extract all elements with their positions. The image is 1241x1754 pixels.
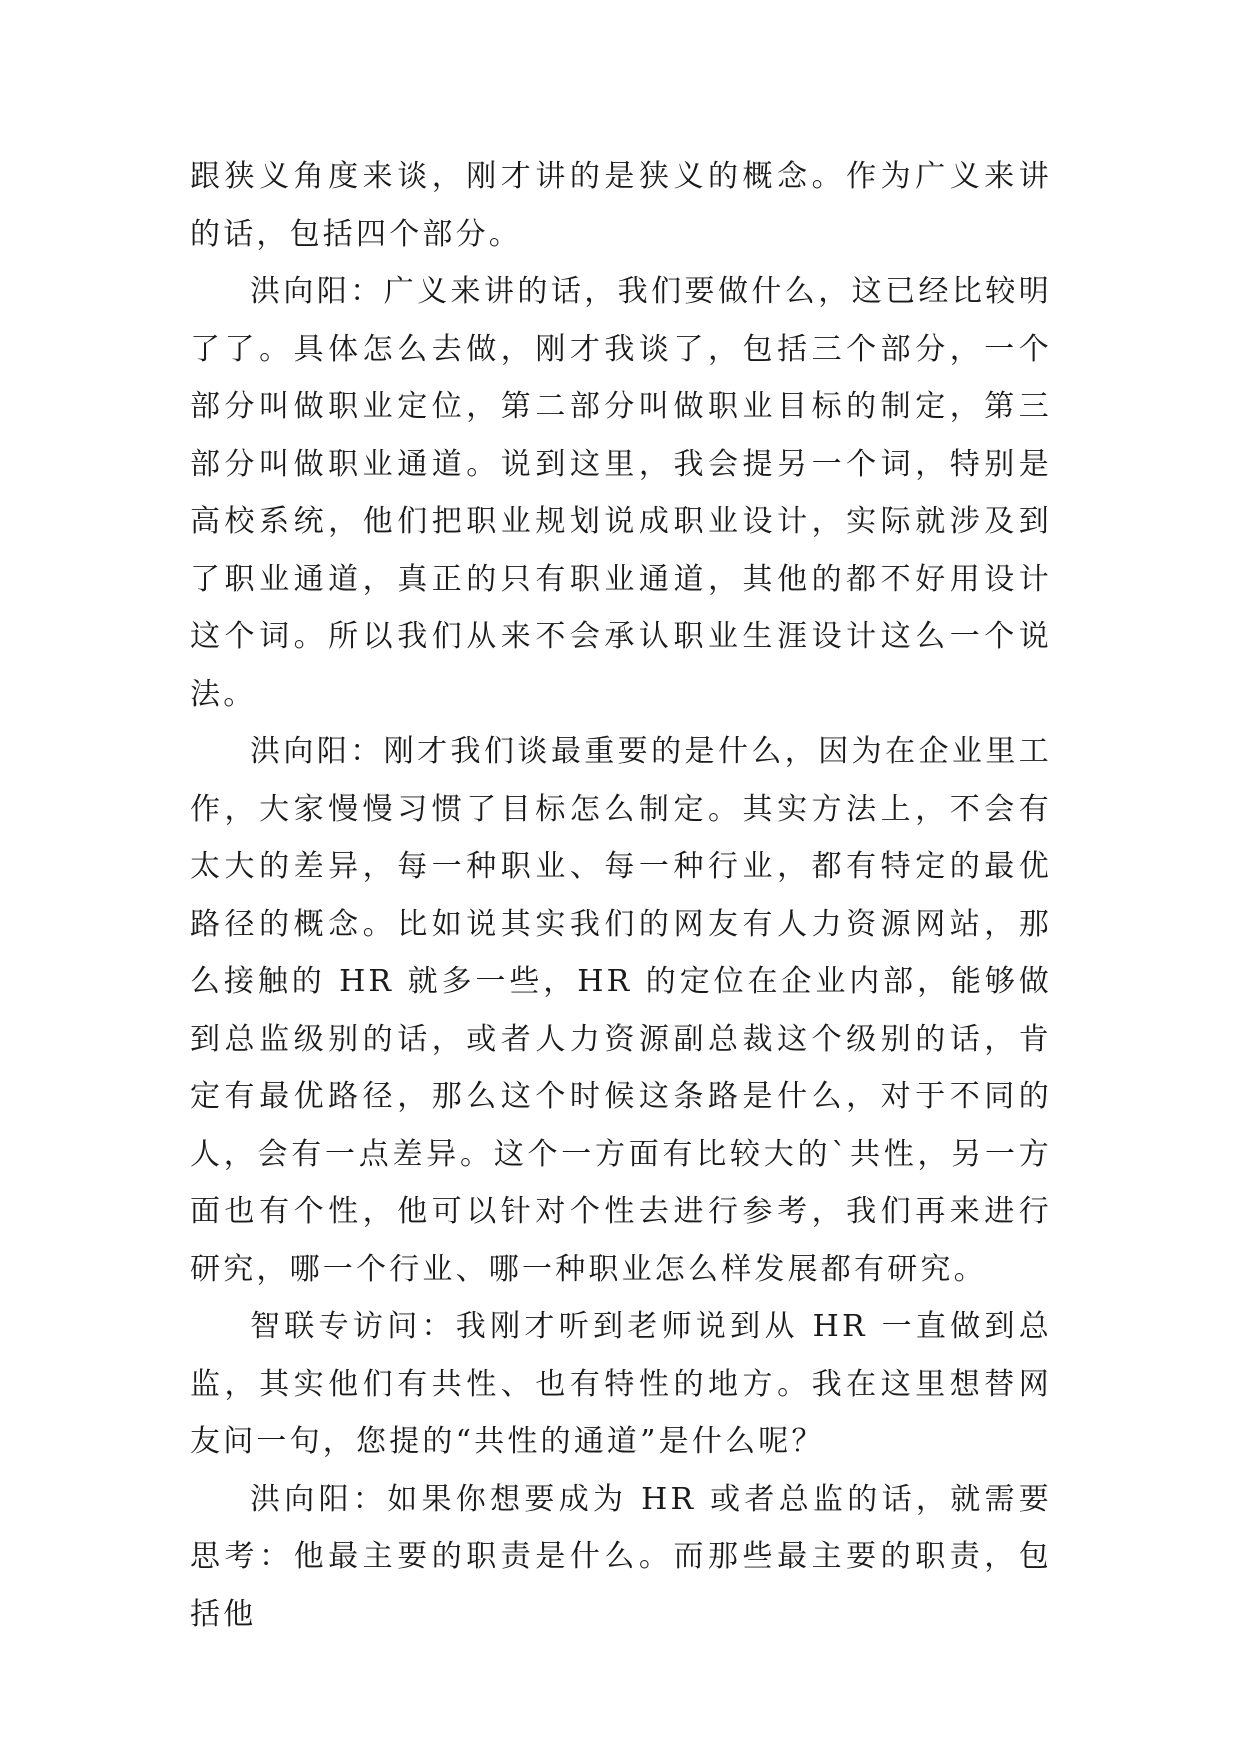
paragraph-continuation: 跟狭义角度来谈，刚才讲的是狭义的概念。作为广义来讲的话，包括四个部分。 [190, 159, 1052, 252]
paragraph-zhaopin-interviewer: 智联专访问：我刚才听到老师说到从 HR 一直做到总监，其实他们有共性、也有特性的地方。我在这里想替网友问一句，您提的“共性的通道”是什么呢？ [190, 1309, 1052, 1459]
document-page [190, 148, 1052, 1643]
paragraph-hong-xiangyang-2: 洪向阳：刚才我们谈最重要的是什么，因为在企业里工作，大家慢慢习惯了目标怎么制定。其实方法上，不会有太大的差异，每一种职业、每一种行业，都有特定的最优路径的概念。比如说其实我们的网友有人力资源网站，那么接触的 HR 就多一些，HR 的定位在企业内部，能够做到总监级别的话，或者人力资源副总裁这个级别的话，肯定有最优路径，那么这个时候这条路是什么，对于不同的人，会有一点差异。这个一方面有比较大的`共性，另一方面也有个性，他可以针对个性去进行参考，我们再来进行研究，哪一个行业、哪一种职业怎么样发展都有研究。 [190, 734, 1052, 1287]
paragraph-hong-xiangyang-1: 洪向阳：广义来讲的话，我们要做什么，这已经比较明了了。具体怎么去做，刚才我谈了，包括三个部分，一个部分叫做职业定位，第二部分叫做职业目标的制定，第三部分叫做职业通道。说到这里，我会提另一个词，特别是高校系统，他们把职业规划说成职业设计，实际就涉及到了职业通道，真正的只有职业通道，其他的都不好用设计这个词。所以我们从来不会承认职业生涯设计这么一个说法。 [190, 274, 1052, 712]
paragraph-hong-xiangyang-3: 洪向阳：如果你想要成为 HR 或者总监的话，就需要思考：他最主要的职责是什么。而那些最主要的职责，包括他 [190, 1481, 1052, 1632]
